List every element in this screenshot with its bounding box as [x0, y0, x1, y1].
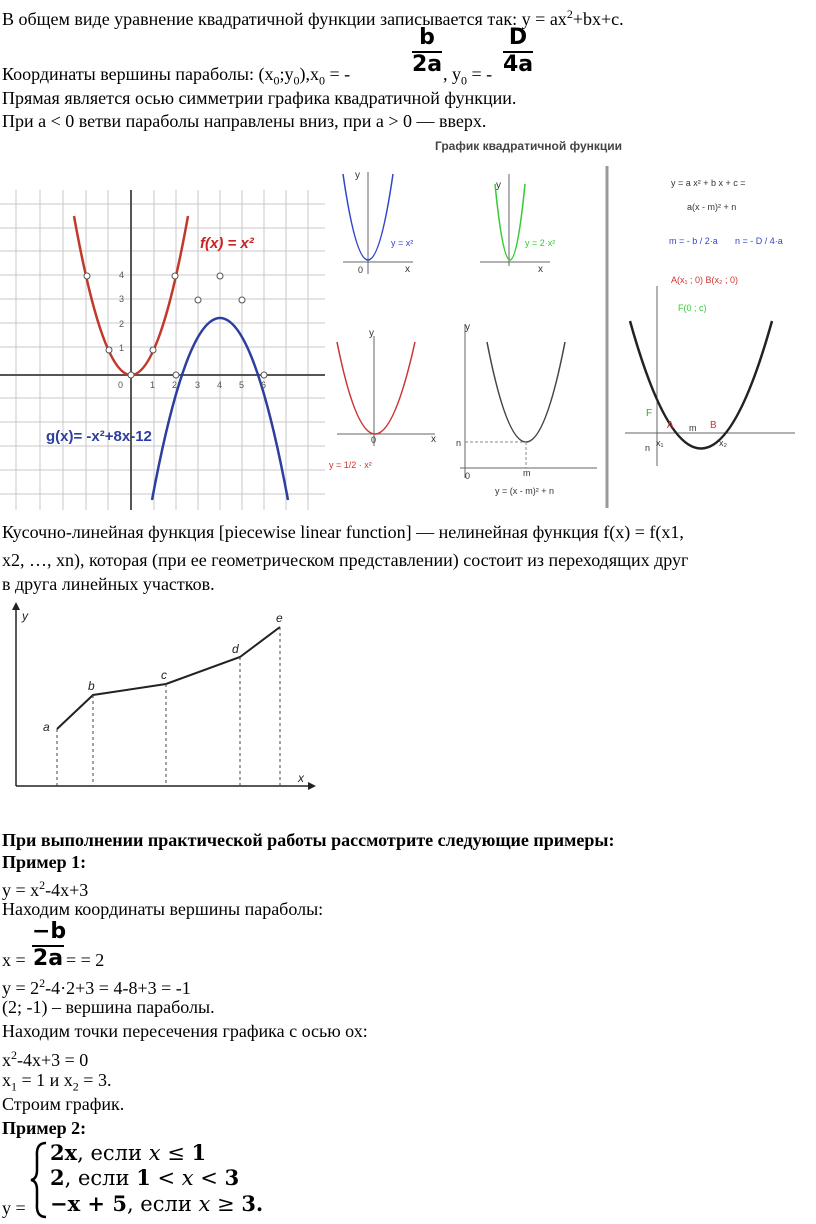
- example1-find-vertex: Находим координаты вершины параболы:: [2, 899, 324, 919]
- example1-title: Пример 1:: [2, 852, 87, 872]
- general-form-sup: 2: [566, 7, 573, 21]
- vertex-sub: 0: [293, 73, 300, 88]
- y-sup: 2: [39, 976, 46, 990]
- case3-bound: 3.: [241, 1191, 264, 1216]
- main-parabola: [630, 321, 772, 449]
- x-tick: 4: [217, 380, 223, 390]
- formulas-block: [669, 178, 783, 313]
- case1-var: x: [148, 1141, 161, 1165]
- roots-sub: 1: [11, 1079, 17, 1094]
- eq-sup: 2: [39, 878, 46, 892]
- vertex-mid: ;y: [279, 64, 294, 84]
- roots-part: = 3.: [78, 1070, 112, 1090]
- n-label: n: [456, 438, 462, 448]
- example1-y-value: [2, 973, 191, 998]
- intro-line-symmetry: Прямая является осью симметрии графика квадратичной функции.: [2, 88, 517, 108]
- n-marker: n: [645, 443, 651, 453]
- root-eq-sup: 2: [11, 1048, 17, 1062]
- example1-roots: [2, 1070, 111, 1097]
- example2-y-prefix: y =: [2, 1198, 26, 1218]
- y-part: -4·2+3 = 4-8+3 = -1: [45, 978, 191, 998]
- g-label: g(x)= -x²+8x-12: [46, 428, 152, 445]
- x-tick: 6: [261, 380, 267, 390]
- point: [195, 297, 201, 303]
- example1-x-suffix: = = 2: [66, 950, 105, 970]
- y-tick: 3: [119, 294, 125, 304]
- point: [106, 347, 112, 353]
- f-label: f(x) = x²: [200, 235, 254, 252]
- frac2-denominator: 4a: [503, 52, 534, 77]
- x-tick: 1: [150, 380, 156, 390]
- x-tick-labels: [118, 380, 266, 390]
- piecewise-line-3: в друга линейных участков.: [2, 574, 215, 594]
- x-tick: 3: [195, 380, 201, 390]
- figure-parabolas-grid: [0, 190, 325, 510]
- case3-if: , если: [126, 1192, 199, 1216]
- general-form-text: В общем виде уравнение квадратичной функции записывается так: y = ax: [2, 9, 567, 29]
- point-f: F(0 ; c): [678, 303, 707, 313]
- frac2-numerator: D: [508, 25, 528, 50]
- case2-if: , если: [64, 1166, 137, 1190]
- case1-bound: 1: [191, 1140, 207, 1165]
- m-formula: m = - b / 2·a: [669, 236, 718, 246]
- point: [239, 297, 245, 303]
- panel-title: График квадратичной функции: [435, 139, 622, 153]
- vertex-eq: = -: [325, 64, 351, 84]
- intro-line-vertex-y: [443, 64, 492, 91]
- general-form-tail: +bx+c.: [572, 9, 624, 29]
- shift-label: y = (x - m)² + n: [495, 486, 555, 496]
- axis-x-label: x: [431, 434, 436, 445]
- point: [150, 347, 156, 353]
- frac3-denominator: 2a: [32, 946, 64, 971]
- intro-line-branches: При а < 0 ветви параболы направлены вниз, при а > 0 — вверх.: [2, 111, 487, 131]
- red-parabola: [337, 342, 415, 434]
- frac1-denominator: 2a: [412, 52, 443, 77]
- origin-label: 0: [358, 265, 364, 275]
- m-label: m: [523, 468, 531, 478]
- fraction-d-over-4a: [503, 26, 533, 76]
- green-parabola: [495, 184, 525, 260]
- case1-expr: 2x: [50, 1140, 78, 1165]
- point-label-d: d: [232, 642, 239, 656]
- example1-equation: [2, 875, 88, 900]
- point: [128, 372, 134, 378]
- eq1: y = a x² + b x + c =: [671, 178, 746, 188]
- frac3-numerator: −b: [32, 919, 67, 944]
- x-tick: 5: [239, 380, 245, 390]
- roots-sub: 2: [72, 1079, 79, 1094]
- eq2: a(x - m)² + n: [687, 202, 737, 212]
- roots-part: = 1 и x: [17, 1070, 73, 1090]
- axis-y-label: y: [22, 609, 28, 623]
- point-label-e: e: [276, 611, 283, 625]
- axis-x-label: x: [538, 264, 543, 275]
- y-tick: 1: [119, 343, 125, 353]
- axis-y-label: y: [355, 170, 360, 181]
- vertex-eq2: = -: [467, 64, 493, 84]
- axis-y-label: y: [496, 180, 501, 191]
- x2-marker: x₂: [719, 438, 727, 448]
- blue-label: y = x²: [391, 238, 414, 248]
- axis-x-label: x: [298, 771, 304, 785]
- a-marker: A: [667, 420, 674, 431]
- roots-part: x: [2, 1070, 11, 1090]
- small-graph-blue: [343, 170, 413, 275]
- case2-var: x: [181, 1166, 194, 1190]
- case-row-1: [50, 1141, 206, 1165]
- piecewise-line: [57, 627, 280, 729]
- intro-line-vertex: [2, 64, 350, 91]
- point: [84, 273, 90, 279]
- vertex-sub: 0: [461, 73, 467, 88]
- shifted-parabola: [487, 342, 565, 442]
- case1-op: ≤: [160, 1141, 192, 1165]
- root-eq-part: -4x+3 = 0: [17, 1050, 89, 1070]
- m-marker: m: [689, 423, 697, 433]
- point: [217, 273, 223, 279]
- vertex-mid2: ),x: [299, 64, 320, 84]
- fraction-b-over-2a: [412, 26, 442, 76]
- small-graph-shifted: [456, 322, 597, 496]
- x-tick: 2: [172, 380, 178, 390]
- piecewise-line-1: Кусочно-линейная функция [piecewise linear function] — нелинейная функция f(x) = f(x1,: [2, 522, 684, 542]
- vertex-sep: , y: [443, 64, 461, 84]
- frac1-numerator: b: [419, 25, 435, 50]
- case2-expr: 2: [50, 1165, 65, 1190]
- x1-marker: x₁: [656, 438, 664, 448]
- case3-op: ≥: [210, 1192, 242, 1216]
- practice-heading: При выполнении практической работы рассмотрите следующие примеры:: [2, 830, 615, 850]
- vertex-sub: 0: [319, 73, 326, 88]
- case-row-2: [50, 1166, 239, 1190]
- x-tick: 0: [118, 380, 124, 390]
- point: [173, 372, 179, 378]
- point: [261, 372, 267, 378]
- y-tick: 2: [119, 319, 125, 329]
- case2-upper: 3: [224, 1165, 240, 1190]
- fraction-minus-b-over-2a: [32, 919, 67, 971]
- point-label-c: c: [161, 668, 167, 682]
- case2-lower: 1: [136, 1165, 151, 1190]
- n-formula: n = - D / 4·a: [735, 236, 783, 246]
- case-row-3: [50, 1192, 263, 1216]
- y-tick-labels: [119, 270, 124, 353]
- figure-quadratic-panel: [325, 136, 816, 516]
- grid-lines: [0, 190, 325, 510]
- b-marker: B: [710, 420, 717, 431]
- figure-piecewise: [0, 598, 320, 798]
- origin-label: 0: [371, 435, 377, 445]
- left-brace: [28, 1140, 50, 1220]
- point-label-b: b: [88, 679, 95, 693]
- small-graph-red: [329, 328, 436, 470]
- example1-x-prefix: x =: [2, 950, 26, 970]
- example1-vertex: (2; -1) – вершина параболы.: [2, 997, 215, 1017]
- axis-y-label: y: [465, 322, 470, 333]
- case1-if: , если: [77, 1141, 149, 1165]
- case2-op: <: [150, 1166, 182, 1190]
- piecewise-line-2: x2, …, xn), которая (при ее геометрическом представлении) состоит из переходящих друг: [2, 550, 689, 570]
- axis-y-label: y: [369, 328, 374, 339]
- example2-title: Пример 2:: [2, 1118, 87, 1138]
- green-label: y = 2·x²: [525, 238, 556, 248]
- case2-op2: <: [193, 1166, 225, 1190]
- eq-part: y = x: [2, 880, 40, 900]
- root-eq-part: x: [2, 1050, 11, 1070]
- axis-x-label: x: [405, 264, 410, 275]
- point: [172, 273, 178, 279]
- case3-expr: −x + 5: [50, 1191, 127, 1216]
- main-parabola-graph: [625, 286, 795, 466]
- small-graph-green: [480, 174, 555, 275]
- y-part: y = 2: [2, 978, 40, 998]
- f-marker: F: [646, 408, 653, 419]
- y-tick: 4: [119, 270, 125, 280]
- vertex-sub: 0: [273, 73, 280, 88]
- vertex-prefix: Координаты вершины параболы: (x: [2, 64, 274, 84]
- points-ab: A(x₁ ; 0) B(x₂ ; 0): [671, 275, 739, 285]
- example1-root-equation: [2, 1045, 88, 1070]
- point-label-a: a: [43, 720, 50, 734]
- example1-build: Строим график.: [2, 1094, 125, 1114]
- case3-var: x: [198, 1192, 211, 1216]
- origin-label: 0: [465, 471, 471, 481]
- eq-part: -4x+3: [45, 880, 89, 900]
- example1-intersect: Находим точки пересечения графика с осью ох:: [2, 1021, 368, 1041]
- red-label: y = 1/2 · x²: [329, 460, 372, 470]
